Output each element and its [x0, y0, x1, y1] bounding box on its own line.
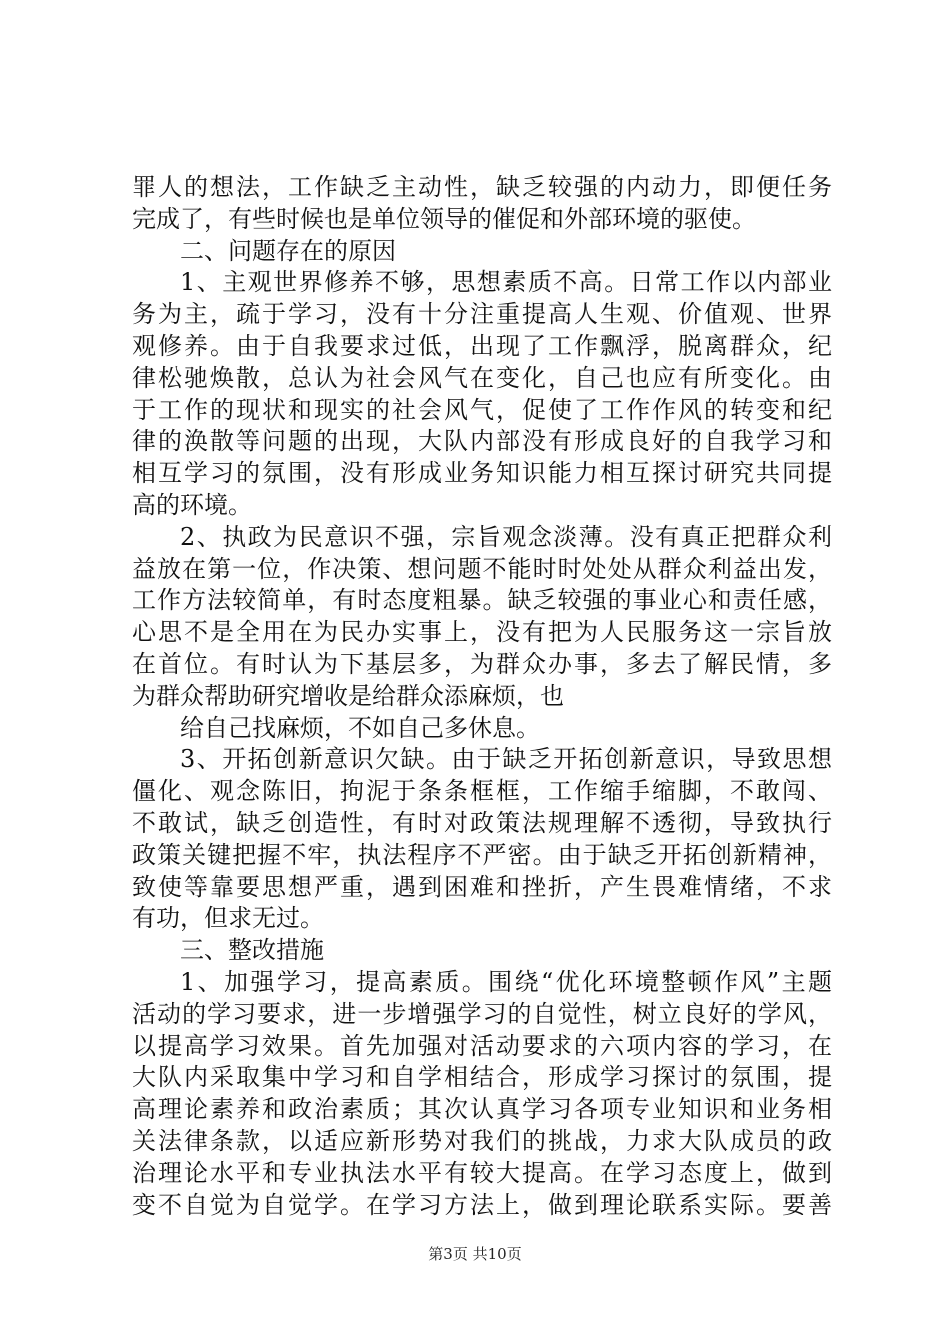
text-line: 以提高学习效果。首先加强对活动要求的六项内容的学习，在: [132, 1031, 832, 1060]
text-line: 高理论素养和政治素质；其次认真学习各项专业知识和业务相: [132, 1095, 832, 1124]
text-line: 心思不是全用在为民办实事上，没有把为人民服务这一宗旨放: [132, 618, 832, 647]
text-line: 给自己找麻烦，不如自己多休息。: [180, 713, 540, 742]
text-line: 不敢试，缺乏创造性，有时对政策法规理解不透彻，导致执行: [132, 808, 832, 837]
text-line: 政策关键把握不牢，执法程序不严密。由于缺乏开拓创新精神，: [132, 840, 832, 869]
text-line: 工作方法较简单，有时态度粗暴。缺乏较强的事业心和责任感，: [132, 586, 832, 615]
page-footer: [0, 1243, 950, 1264]
text-line: 1、主观世界修养不够，思想素质不高。日常工作以内部业: [180, 268, 832, 297]
text-line: 2、执政为民意识不强，宗旨观念淡薄。没有真正把群众利: [180, 522, 832, 551]
document-body: [132, 172, 832, 1221]
text-line: 活动的学习要求，进一步增强学习的自觉性，树立良好的学风，: [132, 999, 832, 1028]
text-line: 高的环境。: [132, 490, 252, 519]
text-line: 相互学习的氛围，没有形成业务知识能力相互探讨研究共同提: [132, 459, 832, 488]
text-line: 务为主，疏于学习，没有十分注重提高人生观、价值观、世界: [132, 300, 832, 329]
text-line: 律松驰焕散，总认为社会风气在变化，自己也应有所变化。由: [132, 363, 832, 392]
text-line: 于工作的现状和现实的社会风气，促使了工作作风的转变和纪: [132, 395, 832, 424]
text-line: 致使等靠要思想严重，遇到困难和挫折，产生畏难情绪，不求: [132, 872, 832, 901]
page-number: 第3页 共10页: [428, 1245, 522, 1263]
text-line: 律的涣散等问题的出现，大队内部没有形成良好的自我学习和: [132, 427, 832, 456]
text-line: 关法律条款，以适应新形势对我们的挑战，力求大队成员的政: [132, 1126, 832, 1155]
text-line: 治理论水平和专业执法水平有较大提高。在学习态度上，做到: [132, 1158, 832, 1187]
text-line: 变不自觉为自觉学。在学习方法上，做到理论联系实际。要善: [132, 1190, 832, 1219]
text-line: 观修养。由于自我要求过低，出现了工作飘浮，脱离群众，纪: [132, 331, 832, 360]
text-line: 有功，但求无过。: [132, 904, 324, 933]
text-line: 罪人的想法，工作缺乏主动性，缺乏较强的内动力，即便任务: [132, 173, 832, 201]
text-line: 益放在第一位，作决策、想问题不能时时处处从群众利益出发，: [132, 554, 832, 583]
text-line: 在首位。有时认为下基层多，为群众办事，多去了解民情，多: [132, 649, 832, 678]
text-line: 1、加强学习，提高素质。围绕“优化环境整顿作风”主题: [180, 967, 832, 996]
text-line: 大队内采取集中学习和自学相结合，形成学习探讨的氛围，提: [132, 1063, 832, 1092]
text-line: 完成了，有些时候也是单位领导的催促和外部环境的驱使。: [132, 204, 756, 233]
text-line: 3、开拓创新意识欠缺。由于缺乏开拓创新意识，导致思想: [180, 745, 832, 774]
section-heading: 二、问题存在的原因: [180, 236, 396, 265]
text-line: 为群众帮助研究增收是给群众添麻烦，也: [132, 681, 564, 710]
section-heading: 三、整改措施: [180, 936, 324, 965]
text-line: 僵化、观念陈旧，拘泥于条条框框，工作缩手缩脚，不敢闯、: [132, 777, 832, 806]
